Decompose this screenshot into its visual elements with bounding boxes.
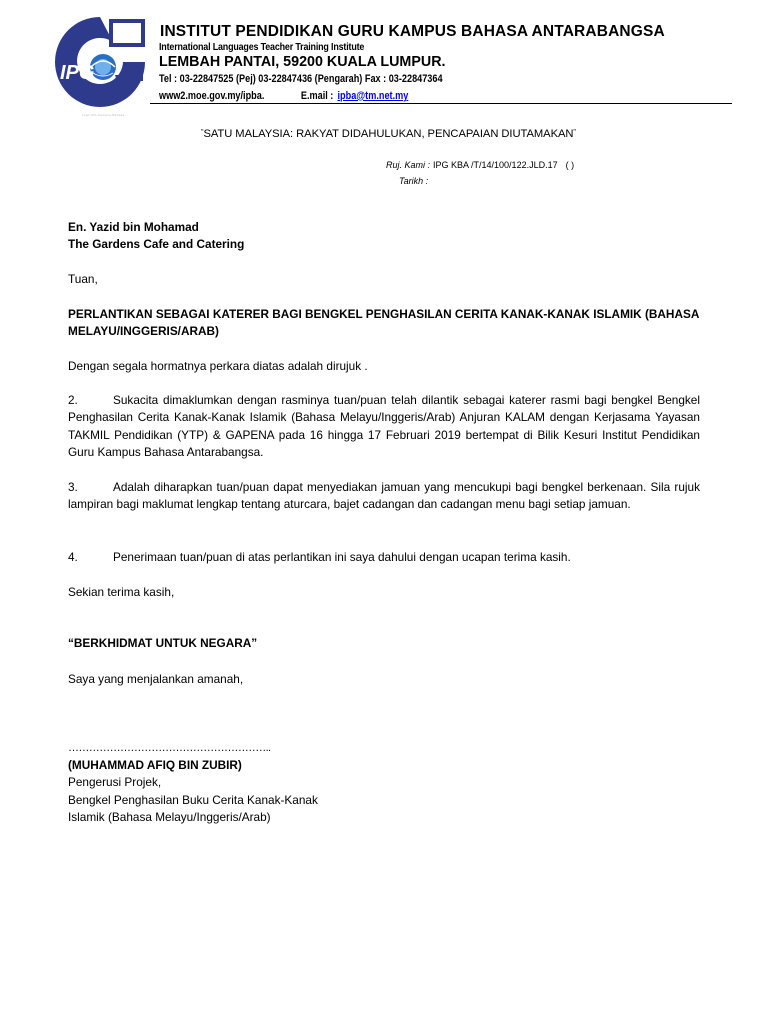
date-label: Tarikh : (399, 176, 429, 186)
contact-phone-fax: Tel : 03-22847525 (Pej) 03-22847436 (Pengarah) Fax : 03-22847364 (159, 73, 443, 85)
paragraph-3-text: Adalah diharapkan tuan/puan dapat menyediakan jamuan yang mencukupi bagi bengkel berkenaan. Sila rujuk lampiran bagi maklumat lengkap tentang aturcara, bajet cadangan dan cadangan menu bagi setiap jamuan. (68, 480, 700, 512)
institution-address: LEMBAH PANTAI, 59200 KUALA LUMPUR. (159, 54, 446, 70)
reference-label: Ruj. Kami : (386, 160, 431, 170)
paragraph-3 (68, 479, 700, 514)
letterhead-divider (150, 103, 732, 104)
paragraph-4-text: Penerimaan tuan/puan di atas perlantikan ini saya dahului dengan ucapan terima kasih. (113, 550, 571, 564)
paragraph-2-number: 2. (68, 393, 78, 407)
reference-paren: ( ) (565, 160, 575, 170)
signatory-project-line-1: Bengkel Penghasilan Buku Cerita Kanak-Kanak (68, 793, 318, 807)
signatory-name: (MUHAMMAD AFIQ BIN ZUBIR) (68, 758, 242, 772)
institution-name-en: International Languages Teacher Training Institute (159, 42, 365, 53)
paragraph-4 (68, 549, 700, 566)
slogan: “BERKHIDMAT UNTUK NEGARA” (68, 636, 258, 650)
reference-value: IPG KBA /T/14/100/122.JLD.17 (433, 160, 558, 170)
paragraph-3-number: 3. (68, 480, 78, 494)
motto-text: SATU MALAYSIA: RAKYAT DIDAHULUKAN, PENCAPAIAN DIUTAMAKAN (203, 128, 574, 140)
institution-name: INSTITUT PENDIDIKAN GURU KAMPUS BAHASA ANTARABANGSA (160, 23, 665, 40)
reference-paragraph: Dengan segala hormatnya perkara diatas adalah dirujuk . (68, 359, 368, 373)
closing-amanah: Saya yang menjalankan amanah, (68, 672, 244, 686)
salutation: Tuan, (68, 272, 98, 286)
email-link[interactable]: ipba@tm.net.my (337, 90, 409, 102)
contact-web-email (159, 90, 408, 102)
closing-thanks: Sekian terima kasih, (68, 585, 175, 599)
logo-caption: Logo IPG Kampus Bahasa (82, 113, 125, 117)
paragraph-2 (68, 392, 700, 461)
date-line (399, 173, 428, 190)
signatory-project-line-2: Islamik (Bahasa Melayu/Inggeris/Arab) (68, 810, 271, 824)
reference-line (386, 157, 574, 174)
motto: "SATU MALAYSIA: RAKYAT DIDAHULUKAN, PENCAPAIAN DIUTAMAKAN" (201, 128, 576, 140)
letter-subject: PERLANTIKAN SEBAGAI KATERER BAGI BENGKEL PENGHASILAN CERITA KANAK-KANAK ISLAMIK (BAHASA MELAYU/INGGERIS/ARAB) (68, 307, 699, 339)
paragraph-4-number: 4. (68, 550, 78, 564)
website: www2.moe.gov.my/ipba. (159, 90, 265, 102)
institution-logo (53, 15, 147, 109)
paragraph-2-text: Sukacita dimaklumkan dengan rasminya tuan/puan telah dilantik sebagai katerer rasmi bagi bengkel Bengkel Penghasilan Cerita Kanak-Kanak Islamik (Bahasa Melayu/Inggeris/Arab) Anjuran KALAM dengan Kerjasama Yayasan TAKMIL Pendidikan (YTP) & GAPENA pada 16 hingga 17 Februari 2019 bertempat di Bilik Kesuri Institut Pendidikan Guru Kampus Bahasa Antarabangsa. (68, 393, 700, 459)
recipient-name: En. Yazid bin Mohamad (68, 220, 199, 234)
signatory-position: Pengerusi Projek, (68, 775, 162, 789)
recipient-org: The Gardens Cafe and Catering (68, 237, 245, 251)
signature-line: ………………………………………………….. (68, 742, 271, 754)
logo-text: IPG (60, 62, 95, 84)
email-label: E.mail : (300, 90, 334, 102)
